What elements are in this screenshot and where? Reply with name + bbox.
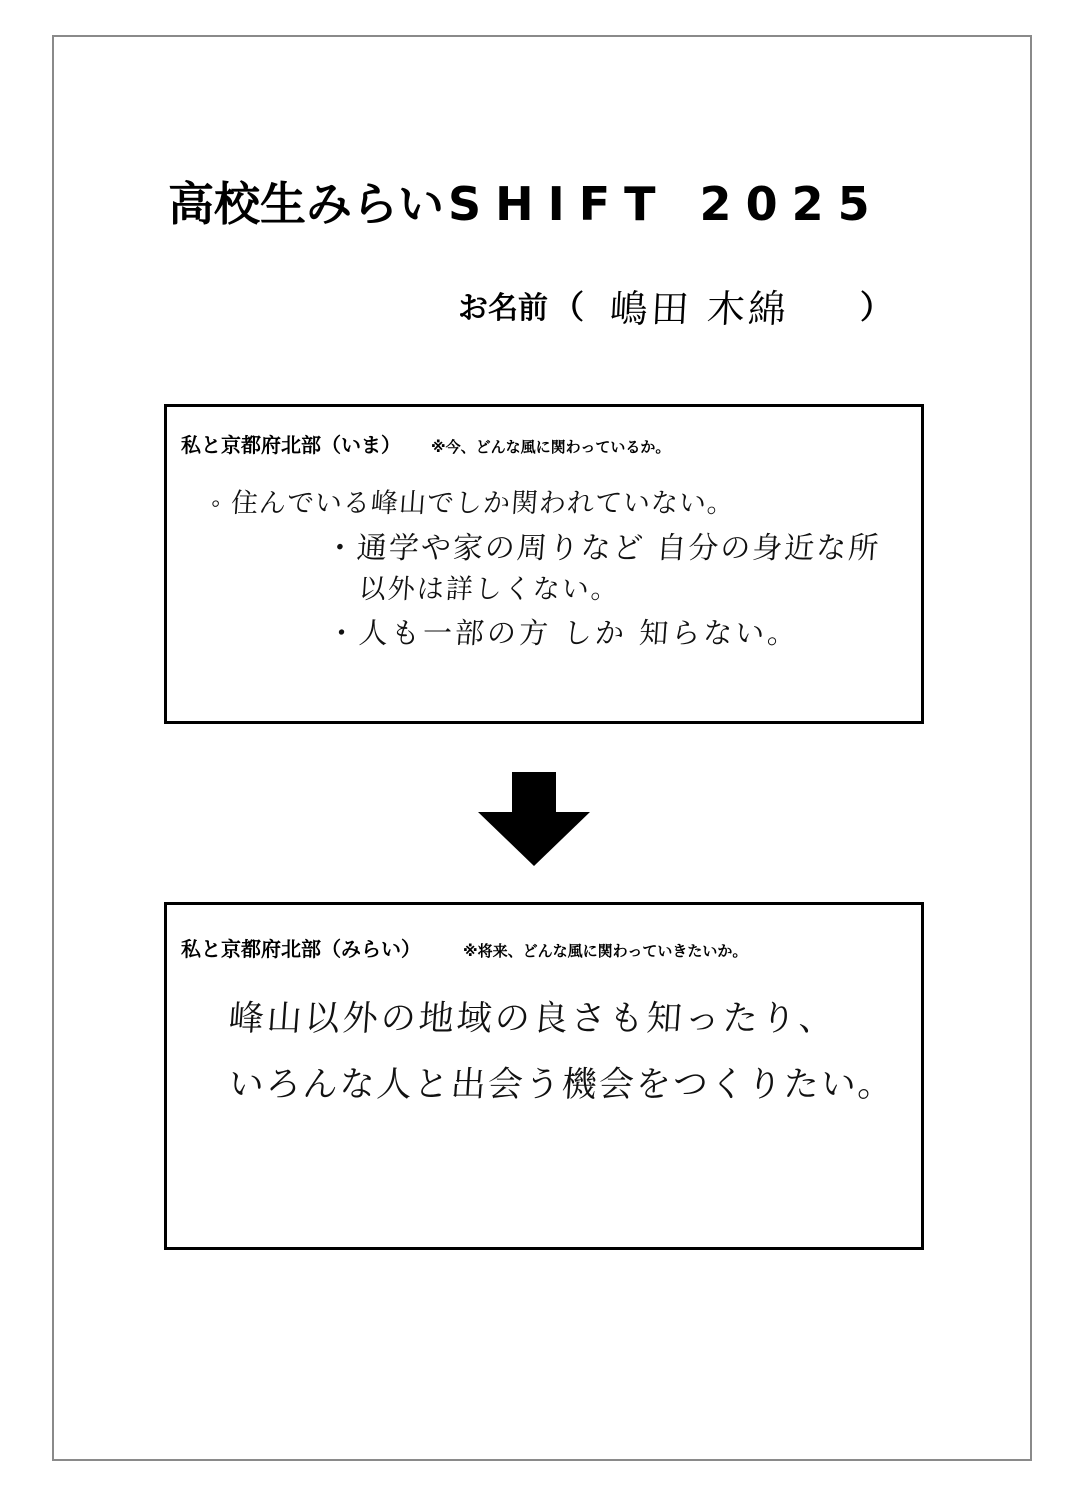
section-future-title: 私と京都府北部（みらい） [181, 937, 421, 961]
down-arrow-icon [478, 772, 590, 866]
section-future-header [181, 933, 747, 962]
name-field [458, 280, 928, 330]
name-label: お名前 [458, 291, 548, 326]
section-now-line-4: ・人も一部の方 しか 知らない。 [325, 616, 801, 650]
title-japanese: 高校生みらい [168, 177, 444, 231]
section-now-line-2: ・通学や家の周りなど 自分の身近な所 [323, 531, 882, 566]
section-future-note: ※将来、どんな風に関わっていきたいか。 [463, 942, 748, 960]
name-close-paren: ） [860, 288, 893, 326]
page-title [168, 172, 928, 236]
section-future-box [164, 902, 924, 1250]
section-future-line-1: 峰山以外の地域の良さも知ったり、 [227, 999, 839, 1039]
section-now-line-3: 以外は詳しくない。 [357, 574, 621, 605]
section-now-line-1: ◦ 住んでいる峰山でしか関われていない。 [209, 488, 737, 519]
section-now-box [164, 404, 924, 724]
title-latin: SHIFT 2025 [448, 177, 884, 231]
section-future-line-2: いろんな人と出会う機会をつくりたい。 [227, 1065, 897, 1105]
section-now-title: 私と京都府北部（いま） [181, 433, 401, 457]
name-open-paren: （ [552, 288, 585, 326]
name-value-handwritten: 嶋田 木綿 [608, 286, 791, 331]
section-now-note: ※今、どんな風に関わっているか。 [431, 438, 671, 456]
section-now-header [181, 429, 670, 458]
